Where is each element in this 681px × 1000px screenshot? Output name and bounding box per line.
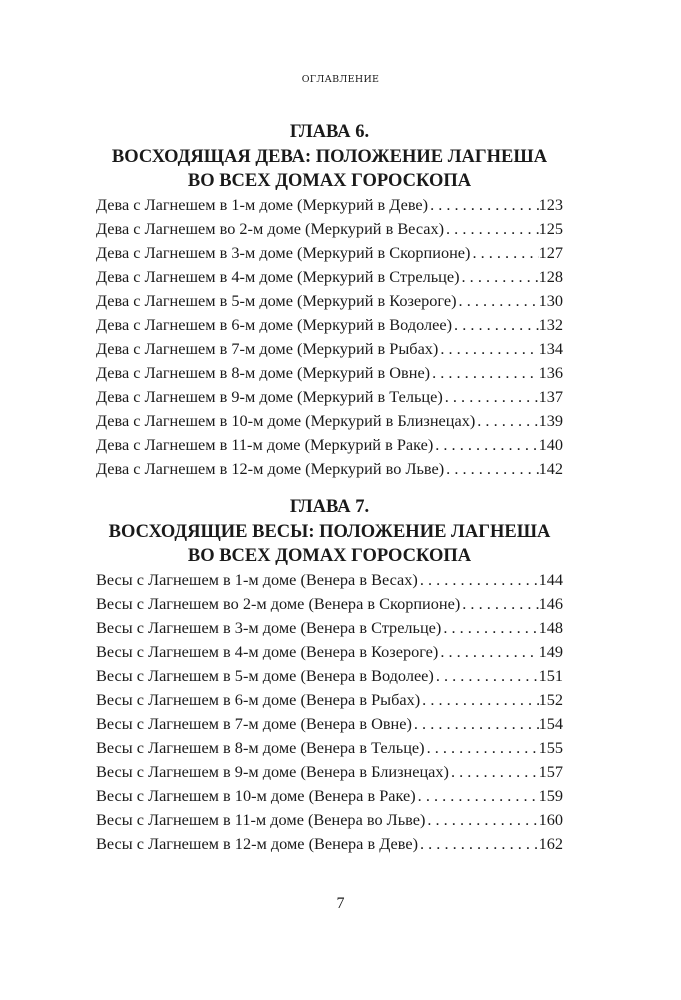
page-number: 7	[336, 895, 345, 912]
toc-entry-page: 128	[538, 266, 563, 286]
toc-entry[interactable]	[96, 267, 563, 291]
toc-entry[interactable]	[96, 243, 563, 267]
toc-entry[interactable]	[96, 642, 563, 666]
toc-entry-page: 152	[538, 689, 563, 709]
toc-entry-title: Весы с Лагнешем в 11-м доме (Венера во Льве)	[96, 809, 426, 829]
dot-leader	[470, 243, 538, 263]
toc-entry[interactable]	[96, 387, 563, 411]
toc-entry[interactable]	[96, 690, 563, 714]
toc-entry-page: 134	[538, 338, 563, 358]
toc-entry-title: Дева с Лагнешем в 10-м доме (Меркурий в Близнецах)	[96, 410, 476, 430]
toc-entry-title: Весы с Лагнешем в 9-м доме (Венера в Близнецах)	[96, 761, 449, 781]
toc-entry-title: Весы с Лагнешем в 4-м доме (Венера в Козероге)	[96, 641, 439, 661]
toc-entry-page: 136	[538, 362, 563, 382]
dot-leader	[475, 411, 538, 431]
toc-entry[interactable]	[96, 435, 563, 459]
dot-leader	[428, 195, 539, 215]
dot-leader	[418, 570, 539, 590]
toc-entry-page: 132	[538, 314, 563, 334]
dot-leader	[412, 714, 539, 734]
dot-leader	[460, 267, 539, 287]
dot-leader	[457, 291, 539, 311]
toc-entry-title: Весы с Лагнешем в 7-м доме (Венера в Овне)	[96, 713, 412, 733]
toc-entry[interactable]	[96, 834, 563, 858]
dot-leader	[433, 435, 538, 455]
dot-leader	[438, 339, 538, 359]
toc-entry-page: 142	[538, 458, 563, 478]
toc-entry-title: Весы с Лагнешем в 5-м доме (Венера в Водолее)	[96, 665, 434, 685]
dot-leader	[444, 459, 538, 479]
toc-entry-page: 146	[538, 593, 563, 613]
dot-leader	[449, 762, 539, 782]
toc-entry-title: Весы с Лагнешем в 3-м доме (Венера в Стрельце)	[96, 617, 442, 637]
toc-entry[interactable]	[96, 315, 563, 339]
toc-entry-page: 160	[538, 809, 563, 829]
toc-entry-page: 155	[538, 737, 563, 757]
toc-entry-page: 127	[538, 242, 563, 262]
toc-entry[interactable]	[96, 411, 563, 435]
toc-entry-page: 149	[538, 641, 563, 661]
dot-leader	[425, 810, 538, 830]
toc-entry-title: Дева с Лагнешем в 4-м доме (Меркурий в Стрельце)	[96, 266, 460, 286]
toc-entry-title: Дева с Лагнешем в 1-м доме (Меркурий в Деве)	[96, 194, 429, 214]
toc-entry-page: 137	[538, 386, 563, 406]
toc-entry-page: 140	[538, 434, 563, 454]
toc-entry[interactable]	[96, 810, 563, 834]
toc-entry[interactable]	[96, 219, 563, 243]
toc-entries	[96, 195, 563, 483]
toc-entry-page: 151	[538, 665, 563, 685]
toc-entry-page: 154	[538, 713, 563, 733]
toc-entry-title: Дева с Лагнешем в 3-м доме (Меркурий в Скорпионе)	[96, 242, 471, 262]
toc-entry[interactable]	[96, 594, 563, 618]
toc-entry[interactable]	[96, 195, 563, 219]
toc-entry-title: Весы с Лагнешем в 1-м доме (Венера в Весах)	[96, 569, 418, 589]
toc-entry[interactable]	[96, 339, 563, 363]
running-header: ОГЛАВЛЕНИЕ	[301, 74, 380, 85]
chapter-7-section	[96, 495, 563, 858]
dot-leader	[434, 666, 539, 686]
toc-entry-title: Дева с Лагнешем в 6-м доме (Меркурий в Водолее)	[96, 314, 453, 334]
toc-entry-page: 157	[538, 761, 563, 781]
chapter-6-section	[96, 120, 563, 483]
toc-entry-title: Весы с Лагнешем в 8-м доме (Венера в Тельце)	[96, 737, 425, 757]
toc-entry[interactable]	[96, 738, 563, 762]
toc-entry-page: 139	[538, 410, 563, 430]
toc-entry[interactable]	[96, 291, 563, 315]
dot-leader	[425, 738, 539, 758]
toc-entry[interactable]	[96, 714, 563, 738]
chapter-title-line: ВО ВСЕХ ДОМАХ ГОРОСКОПА	[187, 171, 472, 191]
toc-entry[interactable]	[96, 618, 563, 642]
toc-entry[interactable]	[96, 363, 563, 387]
toc-entry-page: 148	[538, 617, 563, 637]
toc-entry-title: Дева с Лагнешем в 9-м доме (Меркурий в Тельце)	[96, 386, 443, 406]
toc-entry-page: 123	[538, 194, 563, 214]
toc-entry-page: 144	[538, 569, 563, 589]
dot-leader	[444, 219, 539, 239]
toc-entry[interactable]	[96, 666, 563, 690]
toc-entry[interactable]	[96, 762, 563, 786]
toc-entry-title: Весы с Лагнешем в 10-м доме (Венера в Раке)	[96, 785, 416, 805]
chapter-number: ГЛАВА 7.	[289, 497, 370, 517]
chapter-title-line: ВОСХОДЯЩИЕ ВЕСЫ: ПОЛОЖЕНИЕ ЛАГНЕША	[108, 521, 551, 542]
dot-leader	[443, 387, 539, 407]
toc-entry-title: Дева с Лагнешем в 7-м доме (Меркурий в Рыбах)	[96, 338, 439, 358]
toc-entry[interactable]	[96, 570, 563, 594]
chapter-heading	[96, 495, 563, 569]
toc-entry-title: Весы с Лагнешем во 2-м доме (Венера в Скорпионе)	[96, 593, 461, 613]
dot-leader	[460, 594, 538, 614]
dot-leader	[430, 363, 538, 383]
toc-entry-page: 159	[538, 785, 563, 805]
toc-entry-title: Дева с Лагнешем в 12-м доме (Меркурий во Льве)	[96, 458, 445, 478]
toc-entry-title: Весы с Лагнешем в 6-м доме (Венера в Рыбах)	[96, 689, 421, 709]
dot-leader	[420, 690, 538, 710]
toc-entry-page: 130	[538, 290, 563, 310]
dot-leader	[418, 834, 539, 854]
dot-leader	[416, 786, 539, 806]
dot-leader	[438, 642, 538, 662]
toc-entry-title: Весы с Лагнешем в 12-м доме (Венера в Деве)	[96, 833, 419, 853]
toc-entries	[96, 570, 563, 858]
toc-entry-title: Дева с Лагнешем в 8-м доме (Меркурий в Овне)	[96, 362, 431, 382]
toc-entry[interactable]	[96, 786, 563, 810]
chapter-number: ГЛАВА 6.	[289, 122, 370, 142]
chapter-title-line: ВОСХОДЯЩАЯ ДЕВА: ПОЛОЖЕНИЕ ЛАГНЕША	[111, 146, 548, 167]
toc-entry-page: 125	[538, 218, 563, 238]
chapter-heading	[96, 120, 563, 194]
dot-leader	[441, 618, 538, 638]
chapter-title-line: ВО ВСЕХ ДОМАХ ГОРОСКОПА	[187, 546, 472, 566]
toc-entry-title: Дева с Лагнешем во 2-м доме (Меркурий в Весах)	[96, 218, 445, 238]
dot-leader	[452, 315, 539, 335]
toc-entry[interactable]	[96, 459, 563, 483]
toc-entry-page: 162	[538, 833, 563, 853]
toc-entry-title: Дева с Лагнешем в 5-м доме (Меркурий в Козероге)	[96, 290, 457, 310]
toc-entry-title: Дева с Лагнешем в 11-м доме (Меркурий в Раке)	[96, 434, 434, 454]
